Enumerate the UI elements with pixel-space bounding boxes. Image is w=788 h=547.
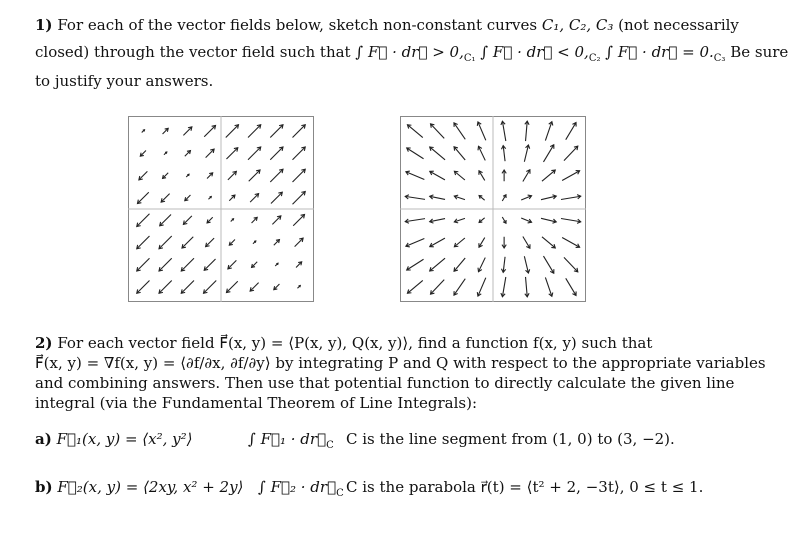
- condition-1: ∫ F⃗ · dr⃗ > 0,: [355, 43, 464, 61]
- problem1-line1: [35, 16, 739, 34]
- part-a-integral: [248, 430, 334, 455]
- problem2-line1-text: For each vector field F⃗(x, y) = ⟨P(x, y), Q(x, y)⟩, find a function f(x, y) such that: [57, 334, 653, 352]
- vector-field-plot-1: [128, 116, 314, 302]
- part-b-field: [35, 478, 243, 496]
- problem1-line1-tail: (not necessarily: [618, 16, 739, 34]
- problem2-line1: [35, 334, 652, 352]
- problem1-line2: [35, 43, 788, 68]
- part-b-curve: C is the parabola r⃗(t) = ⟨t² + 2, −3t⟩, 0 ≤ t ≤ 1.: [346, 478, 704, 496]
- problem1-number: 1): [35, 16, 53, 34]
- condition-1-sub: C₁: [463, 53, 476, 64]
- part-b-field-formula: F⃗₂(x, y) = ⟨2xy, x² + 2y⟩: [57, 478, 244, 496]
- problem2-line3: and combining answers. Then use that potential function to directly calculate the given line: [35, 374, 735, 392]
- problem1-line2-text: closed) through the vector field such that: [35, 43, 351, 61]
- problem2-number: 2): [35, 334, 53, 352]
- condition-3-sub: C₃: [713, 53, 726, 64]
- part-b-integral: [258, 478, 344, 503]
- condition-2-sub: C₂: [588, 53, 601, 64]
- vector-field-2-svg: [400, 116, 586, 302]
- part-a-field: [35, 430, 193, 448]
- problem2-line2: F⃗(x, y) = ∇f(x, y) = ⟨∂f/∂x, ∂f/∂y⟩ by integrating P and Q with respect to the appropriate variables: [35, 354, 766, 372]
- part-b-integral-expr: ∫ F⃗₂ · dr⃗: [258, 478, 337, 496]
- condition-3: ∫ F⃗ · dr⃗ = 0.: [605, 43, 714, 61]
- problem1-line1-text: For each of the vector fields below, sketch non-constant curves: [57, 16, 538, 34]
- vector-field-1-svg: [128, 116, 314, 302]
- condition-2: ∫ F⃗ · dr⃗ < 0,: [480, 43, 589, 61]
- part-b-integral-sub: C: [336, 488, 344, 499]
- part-a-integral-sub: C: [326, 440, 334, 451]
- vector-field-plot-2: [400, 116, 586, 302]
- problem1-curves: C₁, C₂, C₃: [541, 16, 614, 34]
- problem1-line2-tail: Be sure: [730, 43, 788, 61]
- problem2-line4: integral (via the Fundamental Theorem of Line Integrals):: [35, 394, 478, 412]
- part-a-curve: C is the line segment from (1, 0) to (3, −2).: [346, 430, 675, 448]
- problem1-line3: to justify your answers.: [35, 72, 214, 90]
- part-b-label: b): [35, 478, 53, 496]
- part-a-field-formula: F⃗₁(x, y) = ⟨x², y²⟩: [56, 430, 193, 448]
- part-a-integral-expr: ∫ F⃗₁ · dr⃗: [248, 430, 327, 448]
- part-a-label: a): [35, 430, 52, 448]
